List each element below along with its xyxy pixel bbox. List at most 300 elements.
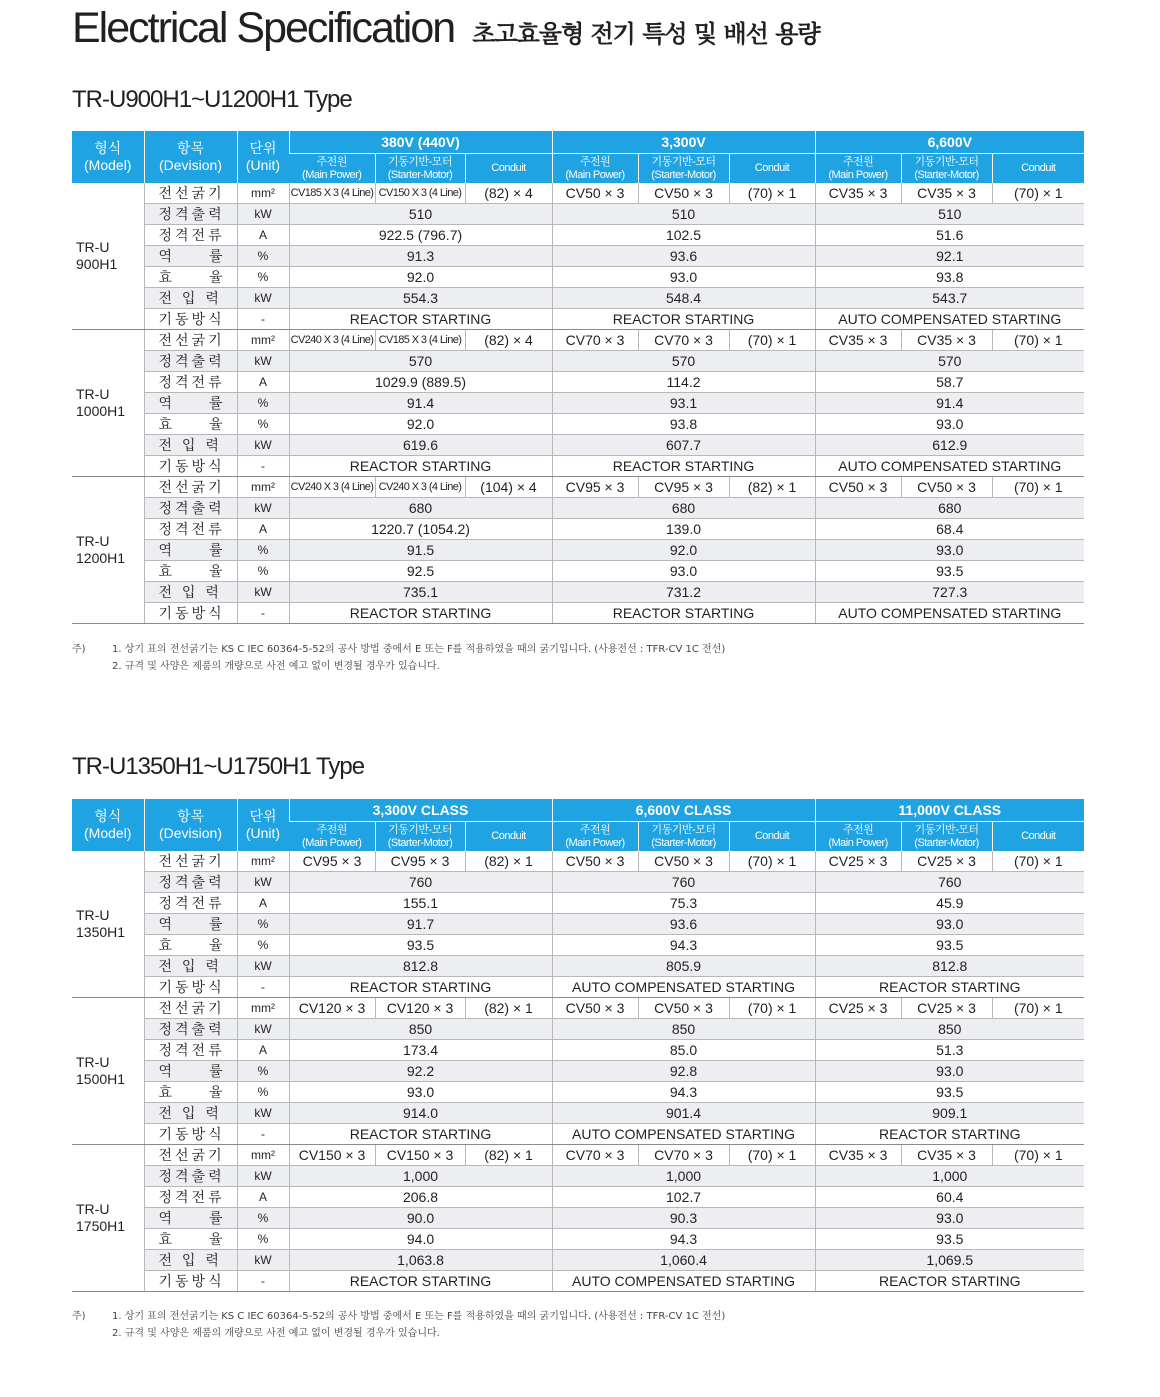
spec-value-cell: 90.0: [289, 1208, 552, 1229]
header-conduit: Conduit: [465, 154, 552, 184]
spec-value-cell: 570: [815, 351, 1084, 372]
spec-value-cell: 93.8: [552, 414, 815, 435]
spec-table: [72, 131, 1084, 624]
unit-label: %: [237, 1082, 289, 1103]
spec-value-cell: 75.3: [552, 893, 815, 914]
spec-value-cell: 909.1: [815, 1103, 1084, 1124]
unit-label: mm²: [237, 1145, 289, 1166]
header-voltage-group: 6,600V: [815, 131, 1084, 154]
unit-label: A: [237, 1040, 289, 1061]
cable-size-cell: CV95 × 3: [289, 851, 375, 872]
footnote-mark: 주): [72, 1311, 86, 1322]
table-row: [72, 456, 1084, 477]
header-starter-motor-ko: 기동기반-모터: [388, 155, 452, 168]
header-unit: [237, 131, 289, 183]
unit-label: kW: [237, 582, 289, 603]
cable-size-cell: (70) × 1: [992, 851, 1084, 872]
spec-value-cell: 680: [289, 498, 552, 519]
cable-size-cell: CV150 × 3: [289, 1145, 375, 1166]
spec-value-cell: 173.4: [289, 1040, 552, 1061]
table-row: [72, 498, 1084, 519]
table-row: [72, 1166, 1084, 1187]
header-starter-motor: [375, 154, 465, 184]
spec-value-cell: 812.8: [289, 956, 552, 977]
spec-value-cell: 91.7: [289, 914, 552, 935]
cable-size-cell: CV70 × 3: [552, 1145, 638, 1166]
item-label: 기동방식: [144, 309, 237, 330]
cable-size-cell: CV25 × 3: [815, 998, 901, 1019]
cable-size-cell: CV35 × 3: [901, 183, 992, 204]
spec-value-cell: 1,063.8: [289, 1250, 552, 1271]
footnote-mark: 주): [72, 644, 86, 655]
item-label: 기동방식: [144, 603, 237, 624]
table-row: [72, 435, 1084, 456]
unit-label: %: [237, 914, 289, 935]
cable-size-cell: CV25 × 3: [815, 851, 901, 872]
header-main-power-en: (Main Power): [828, 836, 888, 849]
model-name-line2: 900H1: [76, 256, 118, 272]
page-title: [72, 4, 820, 53]
item-label: 효 율: [144, 1082, 237, 1103]
table-row: [72, 330, 1084, 351]
model-name-line1: TR-U: [76, 533, 110, 549]
spec-table: [72, 799, 1084, 1292]
cable-size-cell: (70) × 1: [729, 998, 815, 1019]
item-label: 정격전류: [144, 519, 237, 540]
spec-value-cell: 114.2: [552, 372, 815, 393]
spec-value-cell: 91.4: [289, 393, 552, 414]
cable-size-cell: (70) × 1: [992, 183, 1084, 204]
cable-size-cell: CV50 × 3: [552, 998, 638, 1019]
table-subtitle: TR-U900H1~U1200H1 Type: [72, 86, 352, 113]
header-conduit: Conduit: [729, 154, 815, 184]
spec-value-cell: 94.3: [552, 935, 815, 956]
table-row: [72, 204, 1084, 225]
header-starter-motor-ko: 기동기반-모터: [651, 823, 716, 836]
unit-label: %: [237, 935, 289, 956]
spec-value-cell: REACTOR STARTING: [289, 603, 552, 624]
spec-value-cell: 680: [552, 498, 815, 519]
item-label: 전선굵기: [144, 477, 237, 498]
spec-value-cell: 850: [552, 1019, 815, 1040]
model-cell: [72, 851, 144, 998]
unit-label: %: [237, 561, 289, 582]
table-subtitle: TR-U1350H1~U1750H1 Type: [72, 753, 365, 780]
header-model-en: (Model): [84, 157, 132, 173]
table-row: [72, 582, 1084, 603]
spec-value-cell: REACTOR STARTING: [289, 977, 552, 998]
cable-size-cell: (70) × 1: [729, 851, 815, 872]
cable-size-cell: CV240 X 3 (4 Line): [289, 330, 375, 351]
spec-value-cell: 93.5: [815, 1082, 1084, 1103]
spec-value-cell: 91.4: [815, 393, 1084, 414]
table-row: [72, 1145, 1084, 1166]
unit-label: kW: [237, 351, 289, 372]
model-cell: [72, 998, 144, 1145]
model-name-line1: TR-U: [76, 907, 110, 923]
cable-size-cell: CV35 × 3: [815, 330, 901, 351]
header-conduit: Conduit: [729, 822, 815, 852]
table-row: [72, 225, 1084, 246]
header-starter-motor: [901, 154, 992, 184]
unit-label: kW: [237, 956, 289, 977]
item-label: 정격전류: [144, 1187, 237, 1208]
model-name-line1: TR-U: [76, 386, 110, 402]
cable-size-cell: CV240 X 3 (4 Line): [375, 477, 465, 498]
spec-value-cell: 93.5: [815, 935, 1084, 956]
cable-size-cell: CV95 × 3: [375, 851, 465, 872]
cable-size-cell: (82) × 1: [465, 1145, 552, 1166]
item-label: 전선굵기: [144, 183, 237, 204]
cable-size-cell: (82) × 4: [465, 330, 552, 351]
header-main-power-ko: 주전원: [579, 823, 611, 836]
item-label: 기동방식: [144, 977, 237, 998]
unit-label: -: [237, 456, 289, 477]
cable-size-cell: (70) × 1: [992, 998, 1084, 1019]
unit-label: A: [237, 225, 289, 246]
spec-value-cell: 543.7: [815, 288, 1084, 309]
spec-value-cell: 91.3: [289, 246, 552, 267]
unit-label: -: [237, 977, 289, 998]
unit-label: %: [237, 414, 289, 435]
header-starter-motor-en: (Starter-Motor): [651, 836, 716, 849]
cable-size-cell: CV70 × 3: [552, 330, 638, 351]
spec-value-cell: 510: [552, 204, 815, 225]
model-name-line1: TR-U: [76, 239, 110, 255]
spec-value-cell: 93.0: [552, 267, 815, 288]
unit-label: A: [237, 372, 289, 393]
unit-label: kW: [237, 1166, 289, 1187]
spec-value-cell: 680: [815, 498, 1084, 519]
cable-size-cell: CV150 × 3: [375, 1145, 465, 1166]
table-row: [72, 977, 1084, 998]
table-row: [72, 372, 1084, 393]
unit-label: kW: [237, 288, 289, 309]
table-row: [72, 267, 1084, 288]
header-conduit: Conduit: [992, 822, 1084, 852]
spec-value-cell: 570: [552, 351, 815, 372]
header-voltage-group: 6,600V CLASS: [552, 799, 815, 822]
cable-size-cell: (70) × 1: [992, 1145, 1084, 1166]
header-main-power-ko: 주전원: [316, 823, 347, 836]
cable-size-cell: (82) × 1: [465, 851, 552, 872]
item-label: 역 률: [144, 1208, 237, 1229]
unit-label: %: [237, 540, 289, 561]
page-title-ko: 초고효율형 전기 특성 및 배선 용량: [472, 20, 820, 48]
item-label: 역 률: [144, 540, 237, 561]
spec-value-cell: 1,000: [815, 1166, 1084, 1187]
header-unit-en: (Unit): [245, 157, 281, 173]
header-unit-ko: 단위: [249, 140, 277, 156]
item-label: 역 률: [144, 393, 237, 414]
table-row: [72, 183, 1084, 204]
spec-value-cell: 760: [815, 872, 1084, 893]
spec-value-cell: 760: [289, 872, 552, 893]
cable-size-cell: CV50 × 3: [552, 183, 638, 204]
spec-value-cell: 554.3: [289, 288, 552, 309]
header-starter-motor-en: (Starter-Motor): [387, 836, 453, 849]
item-label: 전 입 력: [144, 582, 237, 603]
cable-size-cell: CV120 × 3: [289, 998, 375, 1019]
spec-value-cell: 731.2: [552, 582, 815, 603]
unit-label: -: [237, 603, 289, 624]
table-row: [72, 893, 1084, 914]
spec-value-cell: AUTO COMPENSATED STARTING: [815, 603, 1084, 624]
header-voltage-group: 380V (440V): [289, 131, 552, 154]
unit-label: A: [237, 893, 289, 914]
spec-value-cell: 93.0: [815, 540, 1084, 561]
item-label: 정격출력: [144, 351, 237, 372]
header-main-power-ko: 주전원: [579, 155, 611, 168]
table-row: [72, 1103, 1084, 1124]
spec-value-cell: 92.5: [289, 561, 552, 582]
cable-size-cell: (104) × 4: [465, 477, 552, 498]
table-row: [72, 540, 1084, 561]
spec-value-cell: 1,069.5: [815, 1250, 1084, 1271]
unit-label: -: [237, 1271, 289, 1292]
item-label: 역 률: [144, 914, 237, 935]
cable-size-cell: CV185 X 3 (4 Line): [375, 330, 465, 351]
header-item-ko: 항목: [176, 808, 205, 824]
cable-size-cell: (70) × 1: [729, 183, 815, 204]
cable-size-cell: CV25 × 3: [901, 851, 992, 872]
spec-value-cell: REACTOR STARTING: [815, 1124, 1084, 1145]
item-label: 전 입 력: [144, 1250, 237, 1271]
header-main-power: [289, 154, 375, 184]
header-main-power-en: (Main Power): [565, 836, 625, 849]
header-model-en: (Model): [84, 825, 132, 841]
header-voltage-group: 3,300V: [552, 131, 815, 154]
item-label: 정격전류: [144, 1040, 237, 1061]
header-starter-motor-en: (Starter-Motor): [914, 168, 979, 181]
header-main-power: [815, 822, 901, 852]
spec-value-cell: 612.9: [815, 435, 1084, 456]
model-name-line2: 1000H1: [76, 403, 126, 419]
item-label: 효 율: [144, 561, 237, 582]
table-row: [72, 1082, 1084, 1103]
spec-value-cell: REACTOR STARTING: [289, 1124, 552, 1145]
item-label: 정격전류: [144, 372, 237, 393]
cable-size-cell: CV35 × 3: [815, 1145, 901, 1166]
header-main-power-en: (Main Power): [565, 168, 625, 181]
unit-label: -: [237, 1124, 289, 1145]
spec-value-cell: 94.3: [552, 1082, 815, 1103]
footnotes: [72, 641, 725, 675]
table-row: [72, 1229, 1084, 1250]
cable-size-cell: (70) × 1: [729, 1145, 815, 1166]
table-row: [72, 1061, 1084, 1082]
unit-label: mm²: [237, 183, 289, 204]
header-starter-motor: [375, 822, 465, 852]
item-label: 전 입 력: [144, 288, 237, 309]
header-starter-motor-ko: 기동기반-모터: [914, 823, 979, 836]
header-main-power-en: (Main Power): [828, 168, 888, 181]
item-label: 전선굵기: [144, 1145, 237, 1166]
spec-value-cell: 91.5: [289, 540, 552, 561]
table-row: [72, 1124, 1084, 1145]
spec-value-cell: 1,060.4: [552, 1250, 815, 1271]
header-main-power-en: (Main Power): [302, 168, 362, 181]
item-label: 효 율: [144, 1229, 237, 1250]
unit-label: %: [237, 246, 289, 267]
spec-value-cell: REACTOR STARTING: [815, 1271, 1084, 1292]
table-row: [72, 1019, 1084, 1040]
item-label: 정격출력: [144, 872, 237, 893]
table-row: [72, 872, 1084, 893]
table-row: [72, 1208, 1084, 1229]
spec-value-cell: 914.0: [289, 1103, 552, 1124]
header-item-ko: 항목: [176, 140, 205, 156]
header-starter-motor-en: (Starter-Motor): [651, 168, 716, 181]
footnote-2: 2. 규격 및 사양은 제품의 개량으로 사전 예고 없이 변경될 경우가 있습니다.: [112, 1328, 440, 1339]
cable-size-cell: CV95 × 3: [552, 477, 638, 498]
spec-value-cell: 93.5: [289, 935, 552, 956]
unit-label: %: [237, 1061, 289, 1082]
header-unit-ko: 단위: [249, 808, 277, 824]
table-row: [72, 351, 1084, 372]
spec-value-cell: 102.5: [552, 225, 815, 246]
model-name-line2: 1750H1: [76, 1218, 126, 1234]
model-cell: [72, 477, 144, 624]
footnote-2: 2. 규격 및 사양은 제품의 개량으로 사전 예고 없이 변경될 경우가 있습니다.: [112, 661, 440, 672]
spec-value-cell: 619.6: [289, 435, 552, 456]
table-row: [72, 393, 1084, 414]
item-label: 정격출력: [144, 498, 237, 519]
cable-size-cell: CV240 X 3 (4 Line): [289, 477, 375, 498]
spec-value-cell: 92.1: [815, 246, 1084, 267]
cable-size-cell: CV50 × 3: [638, 998, 729, 1019]
header-conduit: Conduit: [992, 154, 1084, 184]
cable-size-cell: CV185 X 3 (4 Line): [289, 183, 375, 204]
header-main-power: [815, 154, 901, 184]
spec-value-cell: 93.0: [815, 914, 1084, 935]
spec-value-cell: 51.3: [815, 1040, 1084, 1061]
item-label: 정격출력: [144, 1166, 237, 1187]
spec-value-cell: 901.4: [552, 1103, 815, 1124]
spec-value-cell: 812.8: [815, 956, 1084, 977]
spec-value-cell: REACTOR STARTING: [552, 603, 815, 624]
spec-value-cell: AUTO COMPENSATED STARTING: [815, 456, 1084, 477]
spec-value-cell: REACTOR STARTING: [552, 309, 815, 330]
spec-value-cell: 93.5: [815, 1229, 1084, 1250]
table-row: [72, 935, 1084, 956]
header-unit-en: (Unit): [245, 825, 281, 841]
header-model: [72, 799, 144, 851]
unit-label: kW: [237, 1103, 289, 1124]
table-row: [72, 1250, 1084, 1271]
spec-value-cell: 607.7: [552, 435, 815, 456]
header-model-ko: 형식: [94, 808, 122, 824]
unit-label: -: [237, 309, 289, 330]
spec-value-cell: 570: [289, 351, 552, 372]
item-label: 정격전류: [144, 893, 237, 914]
item-label: 정격출력: [144, 1019, 237, 1040]
footnote-1: 1. 상기 표의 전선굵기는 KS C IEC 60364-5-52의 공사 방법 중에서 E 또는 F를 적용하였을 때의 굵기입니다. (사용전선 : TFR-CV 1C 전선): [112, 644, 726, 655]
item-label: 효 율: [144, 267, 237, 288]
cable-size-cell: CV150 X 3 (4 Line): [375, 183, 465, 204]
cable-size-cell: CV95 × 3: [638, 477, 729, 498]
header-starter-motor: [901, 822, 992, 852]
table-row: [72, 1271, 1084, 1292]
header-starter-motor-en: (Starter-Motor): [914, 836, 979, 849]
header-item: [144, 131, 237, 183]
spec-value-cell: 93.0: [815, 414, 1084, 435]
unit-label: kW: [237, 1019, 289, 1040]
header-item-en: (Devision): [158, 825, 222, 841]
model-name-line2: 1350H1: [76, 924, 126, 940]
table-row: [72, 519, 1084, 540]
header-main-power-en: (Main Power): [302, 836, 362, 849]
cable-size-cell: (82) × 4: [465, 183, 552, 204]
spec-value-cell: AUTO COMPENSATED STARTING: [552, 1124, 815, 1145]
item-label: 전 입 력: [144, 956, 237, 977]
table-row: [72, 998, 1084, 1019]
model-cell: [72, 330, 144, 477]
footnote-lines: [112, 641, 725, 675]
table-row: [72, 1040, 1084, 1061]
cable-size-cell: (70) × 1: [992, 477, 1084, 498]
spec-value-cell: AUTO COMPENSATED STARTING: [815, 309, 1084, 330]
cable-size-cell: (82) × 1: [729, 477, 815, 498]
table-row: [72, 956, 1084, 977]
item-label: 정격전류: [144, 225, 237, 246]
spec-value-cell: 155.1: [289, 893, 552, 914]
cable-size-cell: CV35 × 3: [815, 183, 901, 204]
header-starter-motor-en: (Starter-Motor): [387, 168, 453, 181]
cable-size-cell: (70) × 1: [729, 330, 815, 351]
footnote-1: 1. 상기 표의 전선굵기는 KS C IEC 60364-5-52의 공사 방법 중에서 E 또는 F를 적용하였을 때의 굵기입니다. (사용전선 : TFR-CV 1C 전선): [112, 1311, 726, 1322]
spec-value-cell: 93.0: [289, 1082, 552, 1103]
spec-value-cell: 93.8: [815, 267, 1084, 288]
item-label: 전선굵기: [144, 330, 237, 351]
spec-value-cell: REACTOR STARTING: [289, 309, 552, 330]
header-starter-motor-ko: 기동기반-모터: [914, 155, 979, 168]
spec-value-cell: 510: [289, 204, 552, 225]
item-label: 전선굵기: [144, 998, 237, 1019]
unit-label: kW: [237, 435, 289, 456]
spec-value-cell: 510: [815, 204, 1084, 225]
header-starter-motor-ko: 기동기반-모터: [651, 155, 716, 168]
spec-value-cell: REACTOR STARTING: [289, 456, 552, 477]
model-cell: [72, 183, 144, 330]
spec-value-cell: 58.7: [815, 372, 1084, 393]
spec-value-cell: REACTOR STARTING: [815, 977, 1084, 998]
unit-label: kW: [237, 872, 289, 893]
item-label: 정격출력: [144, 204, 237, 225]
item-label: 역 률: [144, 246, 237, 267]
table-row: [72, 288, 1084, 309]
header-main-power-ko: 주전원: [842, 823, 874, 836]
spec-value-cell: 93.0: [815, 1061, 1084, 1082]
unit-label: kW: [237, 1250, 289, 1271]
footnotes: [72, 1308, 725, 1342]
spec-value-cell: AUTO COMPENSATED STARTING: [552, 1271, 815, 1292]
spec-value-cell: 93.6: [552, 246, 815, 267]
spec-value-cell: REACTOR STARTING: [289, 1271, 552, 1292]
header-main-power: [552, 822, 638, 852]
cable-size-cell: CV35 × 3: [901, 330, 992, 351]
header-unit: [237, 799, 289, 851]
spec-value-cell: 92.2: [289, 1061, 552, 1082]
table-row: [72, 914, 1084, 935]
unit-label: kW: [237, 204, 289, 225]
header-main-power-ko: 주전원: [316, 155, 347, 168]
unit-label: A: [237, 1187, 289, 1208]
header-main-power: [552, 154, 638, 184]
footnote-lines: [112, 1308, 725, 1342]
cable-size-cell: CV35 × 3: [901, 1145, 992, 1166]
table-row: [72, 1187, 1084, 1208]
